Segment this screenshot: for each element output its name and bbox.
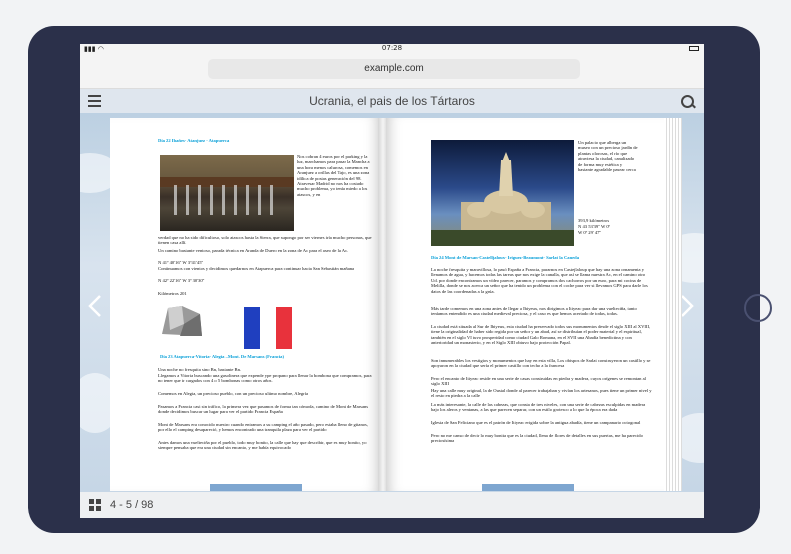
- left-coords-2: N 42º 22'16'' W 3º 30'30'': [158, 278, 205, 283]
- app-toolbar: [80, 89, 704, 113]
- left-para-7: Comemos en Alegia, un precioso pueblo, con un precioso ultimo nombre, Alegría: [158, 391, 309, 396]
- prev-page-arrow[interactable]: [88, 294, 102, 314]
- next-page-arrow[interactable]: [680, 294, 694, 314]
- left-para-3: Un camino bastante ventoso, parada técnica en Aranda de Duero en la zona de Ac para el aseo de la Ac.: [158, 248, 349, 253]
- right-para-9: Iglesia de San Feliciano que es el patrón de Itiyeac erigida sobre la antigua abadía, tiene un campanario octogonal: [431, 420, 641, 425]
- cathedral-photo: [431, 140, 574, 246]
- left-para-4: Continuamos con vientos y decidimos quedarnos en Atapuerca para continuar hacia San Sebastián mañana: [158, 266, 355, 271]
- left-para-8: Pasamos a Francia casi sin tráfico, la primera vez que pasamos de forma tan cómoda, camino de Mont de Marsans donde decidimos buscar un lugar para ver el partido Francia España: [158, 404, 369, 415]
- signal-icon: ▮▮▮ ◠: [84, 45, 104, 53]
- status-bar: [80, 44, 704, 54]
- right-kilometers: 393,9 kilómetros: [578, 218, 610, 223]
- street-photo: [160, 155, 294, 231]
- right-para-6: Pero el encanto de Itiyeac reside en una serie de casas construidas en piedra y madera, cuyos orígenes se remontan al siglo XIII: [431, 376, 646, 387]
- bottom-toolbar: [80, 492, 704, 518]
- battery-icon: [689, 46, 699, 51]
- right-para-7: Hay una calle muy original, la de Oustal donde al parecer trabajaban y vivían los artesanos, pues tiene un primer nivel y el resto en piedra a la calle: [431, 388, 652, 399]
- next-photo-preview-right: [482, 484, 574, 491]
- url-field[interactable]: example.com: [208, 59, 580, 79]
- document-title: Ucrania, el pais de los Tártaros: [309, 94, 475, 108]
- right-page[interactable]: [386, 118, 664, 491]
- status-time: 07:28: [381, 44, 403, 52]
- left-para-1: Nos cobran 4 euros por el parking y la luz, marchamos para pasar la Mancha a una hora menos calurosa, comemos en Aranjuez a orillas del Tajo, es una zona idílica de postas generación del 98. Atravesar Madrid no nos ha costado mucho problema, yo tenía miedo a los atascos, y en: [297, 154, 370, 197]
- france-flag: [244, 307, 292, 349]
- statue-photo: [160, 304, 204, 338]
- left-para-6: Llegamos a Vitoria buscando una gasolinera que expende ype propano para llenar la bombona que compramos, para no tener que ir cargados con 4 o 5 bombonas como otros años.: [158, 373, 372, 384]
- left-para-10: Antes damos una vuelteciña por el pueblo, todo muy bonito, la calle que hay que describir, que es muy bonito, yo siempre pensaba que era una ciudad sin encanto, y me había equivocado: [158, 440, 367, 451]
- flipbook[interactable]: [110, 118, 682, 491]
- thumbnails-grid-icon[interactable]: [89, 499, 101, 511]
- day22-heading: Día 22 Ibañes- Atanjuez - Atapuerca: [158, 138, 230, 143]
- right-para-5: Son innumerables los vestigios y monumentos que hay en esta villa, Los obispos de Sarlat construyeron un castillo y se apoyaron en la ciudad que sería el primer castillo con techo a la francesa: [431, 358, 651, 369]
- right-para-3: Más tarde comemos en una zona antes de llegar a Ibiyeux, nos dirigimos a Itiyeac para dar una vuelteciña, tanto teníamos entendido es una ciudad medieval preciosa, y el caso es que hemos acertado de todas, todas.: [431, 306, 637, 317]
- search-icon[interactable]: [681, 95, 694, 108]
- right-para-10: Pero no me canso de decir lo muy bonita que es la ciudad, llena de flores de detalles en sus puertas, me ha parecido preciosísima: [431, 433, 643, 444]
- left-para-5: Una noche no fresquita sino Bn, bastante Bn.: [158, 367, 242, 372]
- day23-heading: Día 23 Atapuerca-Vitoria- Alegia –Mont. De Marsans (Francia): [160, 354, 285, 359]
- left-para-9: Mont de Marsans era conocido nuestro cuando entramos a su camping el año pasado, pero estaba lleno de gitanos, por ello el camping desapareció, y hemos encontrado una tranquila plaza para ver el partido: [158, 422, 368, 433]
- browser-address-bar: [80, 54, 704, 89]
- right-para-1: Un palacio que alberga un museo con un precioso jardín de plantas olorosas, el río que atraviesa la ciudad, canalizado de forma muy estética y bastante agradable pasear cerca: [578, 140, 638, 173]
- page-indicator: 4 - 5 / 98: [110, 499, 154, 511]
- left-page[interactable]: [110, 118, 380, 491]
- screen: [80, 44, 704, 518]
- next-photo-preview: [210, 484, 302, 491]
- day24-heading: Día 24 Mont de Marsan-Castelljaloux- Iriguez-Beaumont- Sarlat la Caneda: [431, 255, 580, 260]
- page-stack-edge: [664, 118, 682, 491]
- right-coords-2: W 0º 29' 47'': [578, 230, 602, 235]
- right-para-8: La más interesante, la calle de las cabezas, que consta de tres niveles, con una serie de cabezas esculpidas en madera bajo los aleros y ventanas, a las que parecen separar, con un estilo grotesco a lo que la época era dada: [431, 402, 646, 413]
- right-para-4: La ciudad está situada al Sur de Ibiyeux, esta ciudad ha preservado todos sus monumentos desde el siglo XIII al XVIII, tiene la originalidad de haber sido regida por un señor y un abad, así se distribuían el poder material y el espiritual, también en el siglo VI tuvo prosperidad como ciudad Galo Romana, en el SVII una Abadía benedictina y con anterioridad un monasterio, y en el Siglo XIII obtuvo bajo protección Papal.: [431, 324, 651, 346]
- home-button[interactable]: [744, 294, 772, 322]
- right-para-2: La noche fresquita y maravillosa, lo pasó España a Francia, pararnos en Castejlaloup que hay una zona ornamenta y llenamos de agua, y hacemos todas las tareas que nos exige la canalla, que así se llama nuestra Ac, en el camino otro Ud. por donde encontramos un vídeo parecer, paramos y compramos dos cachorros por un euro, para mi cocina de Melilla, donde se nos acerca un señor que ha tenido un problema con el coche para ver si llevamos GPS para darle los datos de las coordenadas a la grúa.: [431, 267, 648, 294]
- left-para-2: verdad que no ha sido dificultoso, solo atascos hasta la Sierra, que supongo por ser viernes iría mucho personas, que tienen casa allí.: [158, 235, 372, 246]
- left-coords-1: N 41º 40'16'' W 3º41'45'': [158, 260, 204, 265]
- left-kilometers: Kilómetros 201: [158, 291, 187, 296]
- right-coords-1: N 43 53'39'' W 0º: [578, 224, 611, 229]
